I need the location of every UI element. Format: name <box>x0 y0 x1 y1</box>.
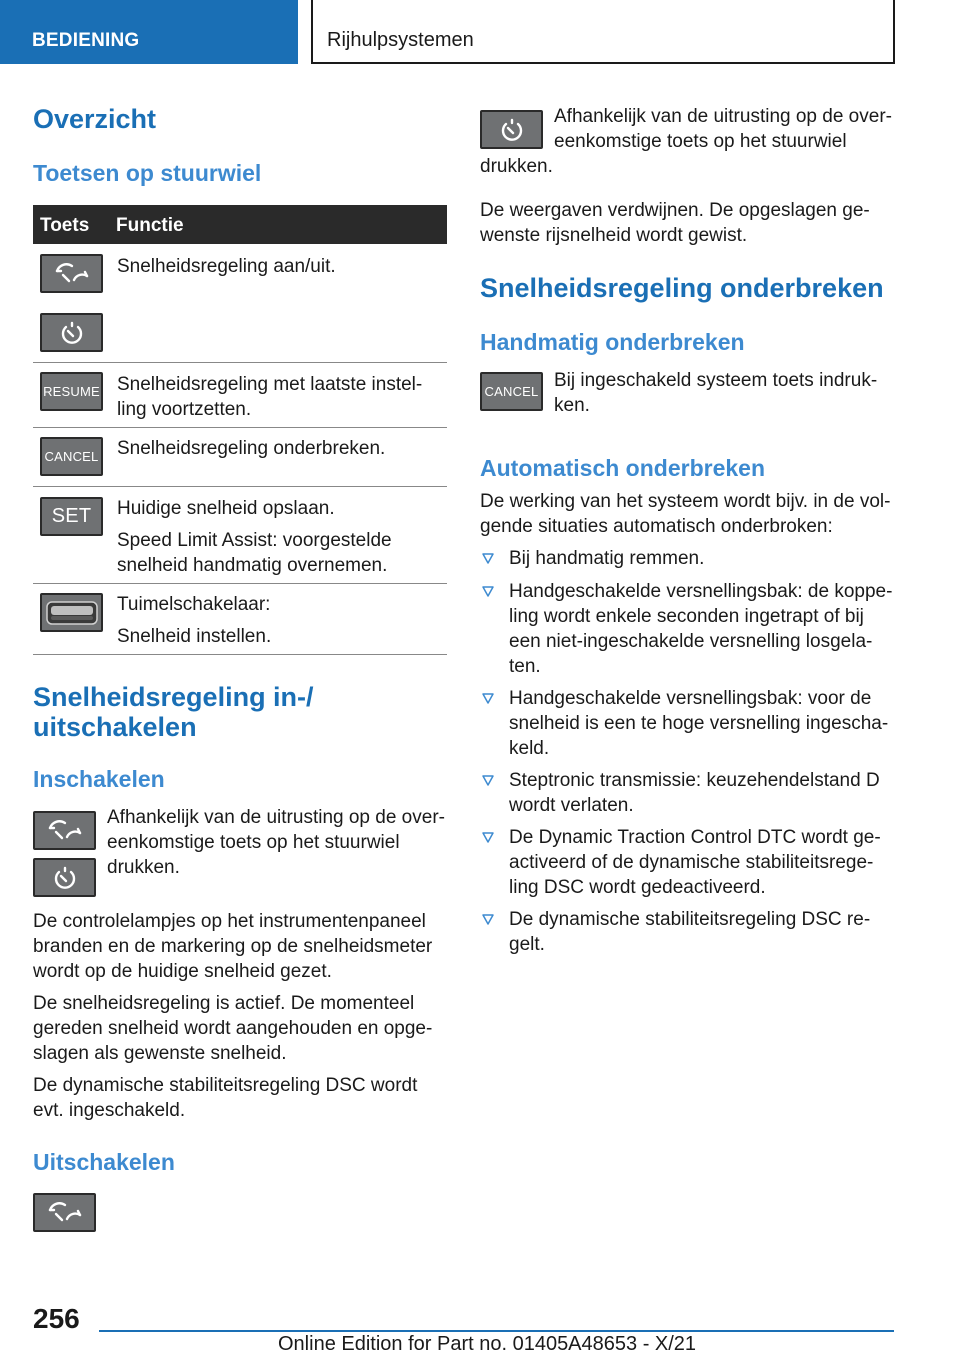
section-tab: BEDIENING <box>0 0 298 64</box>
table-divider <box>33 486 447 487</box>
row2-text: Snelheidsregeling met laatste instel- ling voortzetten. <box>117 374 423 420</box>
resume-button-icon: RESUME <box>40 372 103 411</box>
cruise-control-on-off-icon <box>33 1193 96 1232</box>
cancel-button-icon: CANCEL <box>480 372 543 411</box>
inschakelen-text: Afhankelijk van de uitrusting op de over- eenkomstige toets op het stuurwiel drukken. <box>107 807 445 878</box>
triangle-bullet-icon <box>481 551 497 567</box>
inschakelen-para2: De snelheidsregeling is actief. De momenteel gereden snelheid wordt aangehouden en opge- slagen als gewenste snelheid. <box>33 993 433 1064</box>
uitschakelen-text-line1: Afhankelijk van de uitrusting op de over- eenkomstige toets op het stuurwiel <box>554 106 892 152</box>
cruise-control-on-off-icon <box>40 254 103 293</box>
table-divider <box>33 427 447 428</box>
heading-automatisch: Automatisch onderbreken <box>480 455 765 481</box>
triangle-bullet-icon <box>481 773 497 789</box>
bullet-item: Handgeschakelde versnellingsbak: de koppe- ling wordt enkele seconden ingetrapt of bij een niet-ingeschakelde versnelling losgela- ten. <box>509 581 893 677</box>
handmatig-text: Bij ingeschakeld systeem toets indruk- ken. <box>554 370 878 416</box>
triangle-bullet-icon <box>481 584 497 600</box>
uitschakelen-para: De weergaven verdwijnen. De opgeslagen ge- wenste rijsnelheid wordt gewist. <box>480 200 870 246</box>
bullet-item: Handgeschakelde versnellingsbak: voor de snelheid is een te hoge versnelling ingescha- keld. <box>509 688 889 759</box>
section-title-on-off: Snelheidsregeling in-/ uitschakelen <box>33 682 314 742</box>
footer-rule <box>99 1330 894 1332</box>
speed-limiter-icon <box>480 110 543 149</box>
col-header-key: Toets <box>40 215 90 236</box>
cruise-control-on-off-icon <box>33 811 96 850</box>
row5-text: Tuimelschakelaar: Snelheid instellen. <box>117 594 272 647</box>
col-header-function: Functie <box>116 215 184 236</box>
page-title: Overzicht <box>33 104 157 134</box>
heading-uitschakelen: Uitschakelen <box>33 1149 175 1175</box>
uitschakelen-text-line3: drukken. <box>480 156 553 177</box>
row3-text: Snelheidsregeling onderbreken. <box>117 438 386 459</box>
page-number: 256 <box>33 1303 80 1334</box>
row1-text: Snelheidsregeling aan/uit. <box>117 256 336 277</box>
table-divider <box>33 654 447 655</box>
set-button-icon: SET <box>40 497 103 536</box>
table-divider <box>33 583 447 584</box>
bullet-item: De dynamische stabiliteitsregeling DSC re- gelt. <box>509 909 871 955</box>
speed-limiter-icon <box>40 313 103 352</box>
subtitle-steering-keys: Toetsen op stuurwiel <box>33 160 262 186</box>
footer-edition: Online Edition for Part no. 01405A48653 - X/21 <box>278 1333 697 1355</box>
inschakelen-para3: De dynamische stabiliteitsregeling DSC wordt evt. ingeschakeld. <box>33 1075 418 1121</box>
triangle-bullet-icon <box>481 912 497 928</box>
chapter-title: Rijhulpsystemen <box>311 0 895 64</box>
heading-handmatig: Handmatig onderbreken <box>480 329 745 355</box>
cancel-button-icon: CANCEL <box>40 437 103 476</box>
rocker-switch-icon <box>40 593 103 632</box>
speed-limiter-icon <box>33 858 96 897</box>
bullet-item: De Dynamic Traction Control DTC wordt ge- activeerd of de dynamische stabiliteitsrege- ling DSC wordt gedeactiveerd. <box>509 827 881 898</box>
section-title-onderbreken: Snelheidsregeling onderbreken <box>480 273 884 303</box>
inschakelen-para1: De controlelampjes op het instrumentenpaneel branden en de markering op de snelheidsmeter wordt op de huidige snelheid gezet. <box>33 911 433 982</box>
bullet-item: Steptronic transmissie: keuzehendelstand D wordt verlaten. <box>509 770 880 816</box>
table-header <box>33 205 447 244</box>
bullet-item: Bij handmatig remmen. <box>509 548 705 569</box>
heading-inschakelen: Inschakelen <box>33 766 165 792</box>
automatisch-intro: De werking van het systeem wordt bijv. in de vol- gende situaties automatisch onderbroken: <box>480 491 891 537</box>
row4-text: Huidige snelheid opslaan. Speed Limit Assist: voorgestelde snelheid handmatig overnemen. <box>117 498 392 576</box>
triangle-bullet-icon <box>481 691 497 707</box>
triangle-bullet-icon <box>481 830 497 846</box>
table-divider <box>33 362 447 363</box>
